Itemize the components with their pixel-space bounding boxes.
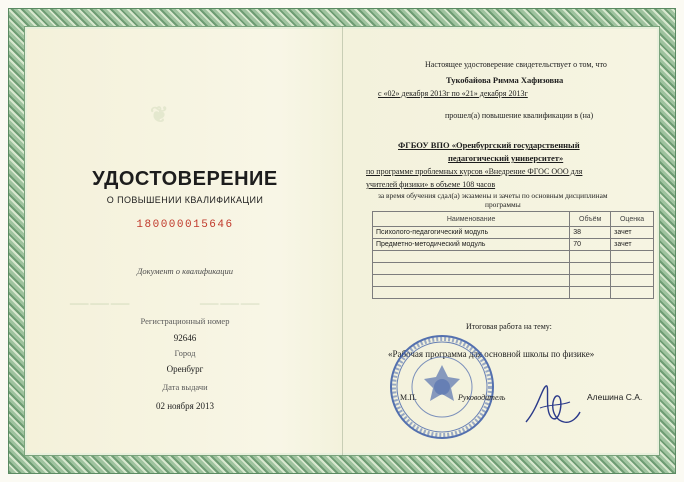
registration-number: 92646 [173, 333, 197, 343]
city-value: Оренбург [166, 364, 204, 374]
watermark-emblem: ❦ [150, 102, 171, 127]
subjects-table [372, 211, 654, 299]
city-label: Город [174, 348, 196, 358]
table-row [373, 287, 654, 299]
handwritten-signature-icon [520, 378, 584, 434]
watermark-right: ─── [200, 288, 262, 318]
subject-name: Психолого-педагогический модуль [373, 227, 570, 239]
table-header-row [373, 212, 654, 227]
certificate-title: УДОСТОВЕРЕНИЕ [92, 168, 278, 190]
table-row [373, 239, 654, 251]
table-row [373, 263, 654, 275]
column-header-name: Наименование [373, 212, 570, 227]
official-seal-icon [388, 333, 496, 441]
issue-date-value: 02 ноября 2013 [155, 401, 214, 411]
watermark-left: ─── [70, 288, 132, 318]
registration-label: Регистрационный номер [140, 316, 230, 326]
subject-grade: зачет [611, 227, 654, 239]
training-period: с «02» декабря 2013г по «21» декабря 2013г [378, 89, 528, 98]
serial-number: 180000015646 [136, 219, 234, 231]
subject-hours: 38 [570, 227, 611, 239]
program-line-1: по программе проблемных курсов «Внедрение ФГОС ООО для [366, 167, 583, 176]
final-work-label: Итоговая работа на тему: [466, 322, 552, 331]
head-name: Алешина С.А. [587, 392, 643, 402]
fold-line [342, 26, 343, 456]
subject-hours: 70 [570, 239, 611, 251]
final-work-topic: «Рабочая программа для основной школы по физике» [388, 349, 595, 359]
table-row [373, 251, 654, 263]
table-row [373, 275, 654, 287]
head-label: Руководитель [458, 393, 506, 402]
passed-training-text: прошел(а) повышение квалификации в (на) [445, 111, 594, 120]
stamp-place-label: М.П. [400, 393, 417, 402]
issue-date-label: Дата выдачи [162, 382, 208, 392]
column-header-hours: Объём [570, 212, 611, 227]
exams-line-2: программы [485, 200, 521, 209]
organization-line-2: педагогический университет» [448, 153, 564, 163]
document-type-label: Документ о квалификации [136, 266, 234, 276]
recipient-name: Тукобайова Римма Хафизовна [446, 75, 564, 85]
program-line-2: учителей физики» в объеме 108 часов [366, 180, 496, 189]
intro-text: Настоящее удостоверение свидетельствует о том, что [425, 60, 607, 69]
subject-name: Предметно-методический модуль [373, 239, 570, 251]
exams-line-1: за время обучения сдал(а) экзамены и зачеты по основным дисциплинам [378, 191, 608, 200]
table-row [373, 227, 654, 239]
subject-grade: зачет [611, 239, 654, 251]
column-header-grade: Оценка [611, 212, 654, 227]
certificate-subtitle: О ПОВЫШЕНИИ КВАЛИФИКАЦИИ [106, 195, 264, 205]
organization-line-1: ФГБОУ ВПО «Оренбургский государственный [398, 140, 580, 150]
